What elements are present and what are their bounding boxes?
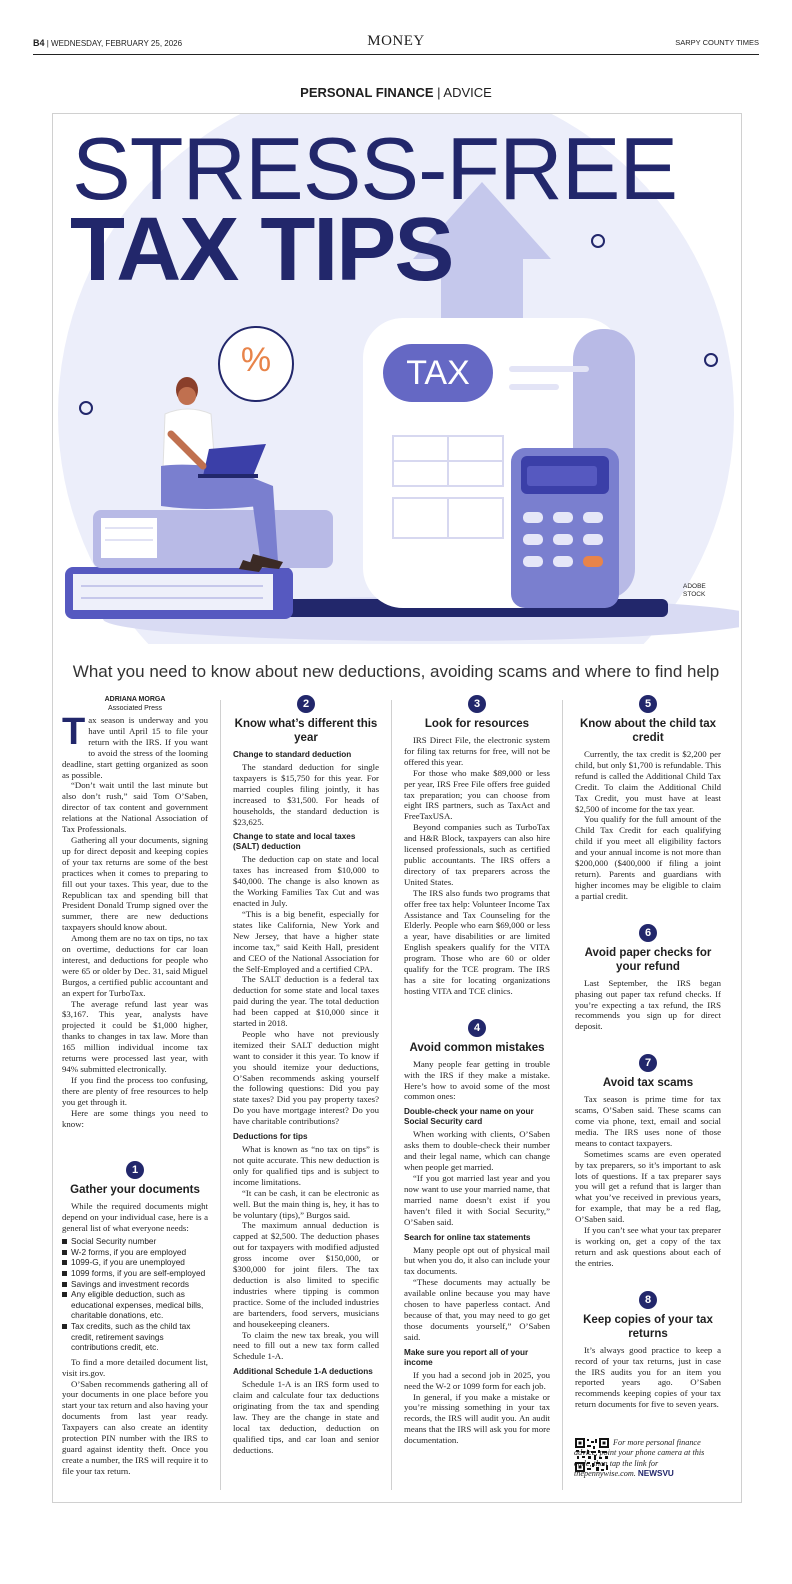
body-paragraph: People who have not previously itemized their SALT deduction might want to consider it this year. To know if you should itemize your deductions, O’Saben recommends asking yourself the following questions: Did you pay state taxes? Did you pay property taxes? Do you have mortgage interest? Do you have charitable contributions?: [233, 1028, 379, 1127]
body-paragraph: The deduction cap on state and local taxes has increased from $10,000 to $40,000. The change is also known as the Working Families Tax Cut and was enacted in July.: [233, 854, 379, 909]
body-paragraph: Currently, the tax credit is $2,200 per child, but only $1,700 is refundable. This refund is called the Additional Child Tax Credit. To claim the Additional Child Tax Credit, you must have at least $2,500 of income for the tax year.: [575, 749, 721, 814]
body-paragraph: If you had a second job in 2025, you need the W-2 or 1099 form for each job.: [404, 1369, 550, 1391]
column-4: [575, 695, 721, 1410]
section-title-5: Know about the child tax credit: [579, 718, 717, 744]
header-rule: [33, 54, 759, 55]
document-checklist: [62, 1236, 208, 1353]
subsection-heading: Double-check your name on your Social Security card: [404, 1107, 534, 1127]
checklist-item: Tax credits, such as the child tax credit, retirement savings contributions credit, etc.: [62, 1321, 208, 1353]
section-number-6: 6: [639, 924, 657, 942]
body-paragraph: “These documents may actually be available online because you may have chosen to have paperless contact. And because of that, you may need to go get those documents yourself,” O’Saben said.: [404, 1277, 550, 1342]
body-paragraph: Beyond companies such as TurboTax and H&R Block, taxpayers can also hire licensed professionals, such as certified public accountants. The IRS offers a directory of tax preparers across the United States.: [404, 822, 550, 887]
body-paragraph: “It can be cash, it can be electronic as well. But the main thing is, hey, it has to be voluntary (tips),” Burgos said.: [233, 1187, 379, 1220]
section-title-4: Avoid common mistakes: [409, 1041, 545, 1054]
checklist-item: 1099-G, if you are unemployed: [62, 1257, 208, 1268]
checklist-item: W-2 forms, if you are employed: [62, 1247, 208, 1258]
section-title-8: Keep copies of your tax returns: [583, 1313, 713, 1340]
body-paragraph: To claim the new tax break, you will need to fill out a new tax form called Schedule 1-A.: [233, 1329, 379, 1362]
body-paragraph: For those who make $89,000 or less per year, IRS Free File offers free guided tax preparation; you can choose from eight IRS partners, such as TaxAct and FreeTaxUSA.: [404, 767, 550, 822]
author-org: Associated Press: [107, 705, 163, 712]
intro-text: ax season is underway and you have until April 15 to file your return with the IRS. If you want to avoid the stress of the looming deadline, start getting organized as soon as possible.: [62, 715, 208, 780]
body-paragraph: If you find the process too confusing, there are plenty of free resources to help you get through it.: [62, 1074, 208, 1107]
body-paragraph: It’s always good practice to keep a record of your tax returns, just in case the IRS audits you for an item you reported years ago. O’Saben recommends keeping copies of your tax return documents for five to seven years.: [575, 1344, 721, 1410]
section-title-1: Gather your documents: [70, 1184, 200, 1197]
subsection-heading: Change to standard deduction: [233, 750, 352, 759]
percent-icon: %: [240, 341, 272, 379]
body-paragraph: Sometimes scams are even operated by tax preparers, so it’s important to ask lots of questions. If a tax preparer says you will get a refund that is larger than what you’ve received in previous years, for example, that may be a red flag, O’Saben said.: [575, 1148, 721, 1225]
page-folio: B4 | WEDNESDAY, FEBRUARY 25, 2026: [33, 38, 183, 48]
photo-credit: [683, 583, 706, 599]
qr-caption: [574, 1438, 720, 1480]
body-paragraph: Among them are no tax on tips, no tax on overtime, deductions for car loan interest, and deductions for people who were 65 or older by Dec. 31, said Miguel Burgos, a certified public accountant and an expert for TurboTax.: [62, 933, 208, 998]
page-number: B4: [33, 38, 45, 48]
body-paragraph: “If you got married last year and you now want to use your married name, that married name doesn’t exist if you haven’t filed it with Social Security,” O’Saben said.: [404, 1173, 550, 1227]
body-paragraph: IRS Direct File, the electronic system for filing tax returns for free, will not be offered this year.: [404, 735, 550, 767]
checklist-item: 1099 forms, if you are self-employed: [62, 1268, 208, 1279]
section-title-6: Avoid paper checks for your refund: [584, 946, 712, 973]
subsection-heading: Change to state and local taxes (SALT) deduction: [233, 832, 356, 852]
column-divider: [220, 700, 221, 1490]
body-paragraph: While the required documents might depend on your individual case, here is a general list of what everyone needs:: [62, 1201, 208, 1234]
checklist-item: Social Security number: [62, 1236, 208, 1247]
qr-caption-text: For more personal finance advice, point your phone camera at this code, then tap the link for thepennywise.com.: [574, 1438, 705, 1479]
section-kicker: [0, 85, 792, 100]
calculator-shape: [511, 448, 619, 608]
body-paragraph: “Don’t wait until the last minute but also don’t rush,” said Tom O’Saben, director of tax content and government relations at the National Association of Tax Professionals.: [62, 780, 208, 835]
author-name: ADRIANA MORGA: [104, 696, 166, 703]
body-paragraph: The IRS also funds two programs that offer free tax help: Volunteer Income Tax Assistance and Tax Counseling for the Elderly. People who earn $69,000 or less a year, have disabilities or are limited English speakers qualify for the VITA program. Those who are 60 or older qualify for the TCE program. The IRS has a site for locating organizations hosting VITA and TCE clinics.: [404, 887, 550, 996]
column-2: [233, 695, 379, 1456]
body-paragraph: In general, if you make a mistake or you’re missing something in your tax records, the IRS will audit you. An audit means that the IRS will ask you for more documentation.: [404, 1391, 550, 1446]
section-number-8: 8: [639, 1291, 657, 1309]
body-paragraph: Here are some things you need to know:: [62, 1107, 208, 1129]
section-title-3: Look for resources: [424, 718, 530, 730]
section-number-5: 5: [639, 695, 657, 713]
tax-badge-label: TAX: [406, 354, 470, 392]
body-paragraph: If you can’t see what your tax preparer is working on, get a copy of the tax return and ask questions about each of the entries.: [575, 1225, 721, 1268]
body-paragraph: “This is a big benefit, especially for states like California, New York and New Jersey, that have a higher state income tax,” said Keith Hall, president and CEO of the National Association for the Self-Employed and a certified CPA.: [233, 908, 379, 974]
newspaper-name: SARPY COUNTY TIMES: [675, 38, 759, 47]
body-paragraph: To find a more detailed document list, visit irs.gov.: [62, 1356, 208, 1378]
column-1: [62, 695, 208, 1477]
body-paragraph: You qualify for the full amount of the Child Tax Credit for each qualifying child if you meet all eligibility factors and your annual income is not more than $200,000 ($400,000 if filing a joint return). Parents and guardians with higher incomes may be eligible to claim a partial credit.: [575, 814, 721, 901]
section-name: MONEY: [367, 33, 425, 49]
section-number-1: 1: [126, 1161, 144, 1179]
subsection-heading: Search for online tax statements: [404, 1232, 531, 1242]
body-paragraph: The maximum annual deduction is capped at $2,500. The deduction phases out for taxpayers with modified adjusted gross income over $150,000, or $300,000 for joint filers. The tax deduction is also limited to specific industries where tipping is common practice. Some of the included industries are bartenders, food servers, musicians and housekeeping cleaners.: [233, 1220, 379, 1329]
column-divider: [562, 700, 563, 1490]
body-paragraph: Gathering all your documents, signing up for direct deposit and keeping copies of your tax returns are some of the best practices when it comes to preparing to fill out your taxes. This year, due to the Republican tax and spending bill that President Donald Trump signed over the summer, there are new deductions taxpayers should know about.: [62, 834, 208, 933]
body-paragraph: Many people opt out of physical mail but when you do, it also can include your tax documents.: [404, 1244, 550, 1277]
section-number-3: 3: [468, 695, 486, 713]
subsection-heading: Deductions for tips: [233, 1132, 308, 1142]
page-header: [33, 33, 759, 55]
body-paragraph: The SALT deduction is a federal tax deduction for some state and local taxes paid during the year. The total deduction had been capped at $10,000 since it started in 2018.: [233, 974, 379, 1029]
kicker-topic: PERSONAL FINANCE: [300, 85, 434, 100]
body-paragraph: Many people fear getting in trouble with the IRS if they make a mistake. Here’s how to avoid some of the most common ones:: [404, 1058, 550, 1102]
body-paragraph: O’Saben recommends gathering all of your documents in one place before you start your tax return and also having your documents from last year ready. Taxpayers can also create an identity protection PIN number with the IRS to guard against identity theft. Once you create a number, the IRS will require it to file your tax return.: [62, 1378, 208, 1476]
drop-cap: T: [62, 711, 86, 753]
column-divider: [391, 700, 392, 1490]
checklist-item: Any eligible deduction, such as educational expenses, medical bills, charitable donations, etc.: [62, 1289, 208, 1321]
subsection-heading: Additional Schedule 1-A deductions: [233, 1367, 373, 1377]
intro-paragraph: [62, 711, 208, 780]
headline-line-2: TAX TIPS: [70, 200, 453, 300]
kicker-type: | ADVICE: [433, 85, 492, 100]
issue-date: WEDNESDAY, FEBRUARY 25, 2026: [51, 39, 183, 48]
credit-line-1: ADOBE: [683, 583, 706, 590]
section-title-7: Avoid tax scams: [602, 1077, 694, 1090]
subsection-heading: Make sure you report all of your income: [404, 1347, 529, 1367]
body-paragraph: What is known as “no tax on tips” is not quite accurate. This new deduction is only for qualified tips and is subject to income limitations.: [233, 1144, 379, 1187]
book-stack: [65, 510, 333, 619]
body-paragraph: When working with clients, O’Saben asks them to double-check their number and their legal name, which can change when people get married.: [404, 1129, 550, 1173]
section-title-2: Know what’s different this year: [234, 718, 378, 744]
body-paragraph: Tax season is prime time for tax scams, O’Saben said. These scams can come via phone, text, email and social media. The IRS uses none of those means to contact taxpayers.: [575, 1094, 721, 1148]
subheadline: What you need to know about new deductions, avoiding scams and where to find help: [72, 662, 720, 681]
checklist-item: Savings and investment records: [62, 1279, 208, 1290]
body-paragraph: The average refund last year was $3,167. This year, analysts have projected it could be $1,000 higher, thanks to changes in tax law. More than 165 million individual income tax returns were processed last year, with 94% submitted electronically.: [62, 998, 208, 1074]
credit-line-2: STOCK: [683, 591, 706, 598]
body-paragraph: Schedule 1-A is an IRS form used to claim and calculate four tax deductions originating from the tax and spending law. They are the change in state and local tax deduction, deduction on qualified tips, and car loan and senior deductions.: [233, 1379, 379, 1455]
section-number-7: 7: [639, 1054, 657, 1072]
body-paragraph: Last September, the IRS began phasing out paper tax refund checks. If you’re expecting a tax refund, the IRS recommends you sign up for direct deposit.: [575, 977, 721, 1032]
section-number-4: 4: [468, 1019, 486, 1037]
body-paragraph: The standard deduction for single taxpayers is $15,750 for this year. For married couples filing jointly, it has increased to $31,500. For heads of households, the standard deduction is $23,625.: [233, 762, 379, 827]
column-3: [404, 695, 550, 1446]
section-number-2: 2: [297, 695, 315, 713]
headline-line-1: STRESS-FREE: [72, 119, 678, 218]
brand-logo: NEWSVU: [637, 1469, 674, 1479]
